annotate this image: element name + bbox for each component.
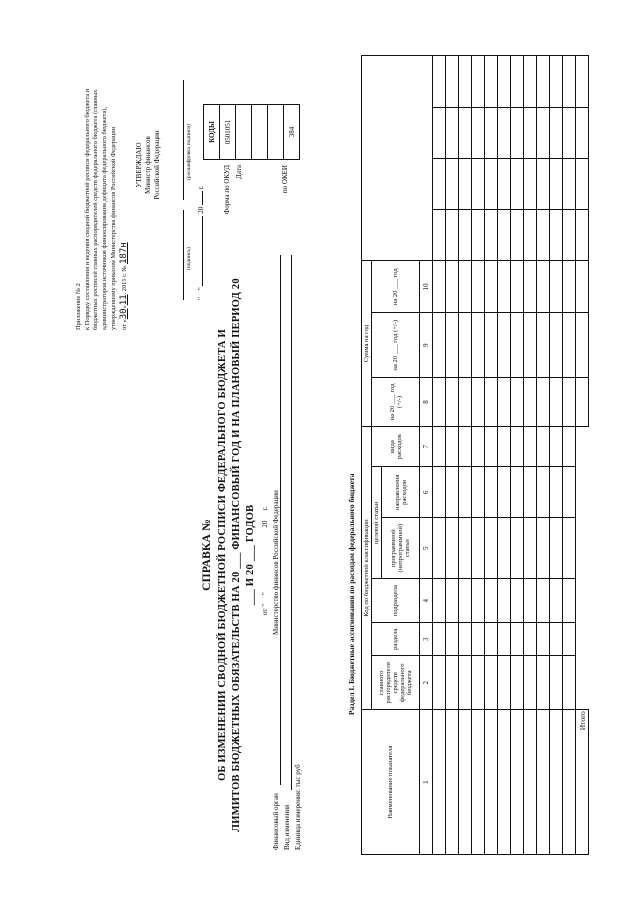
table-cell xyxy=(459,579,472,623)
change-type-label: Вид изменения xyxy=(283,804,291,850)
table-row xyxy=(537,56,550,855)
col-name-header: Наименование показателя xyxy=(362,710,420,855)
appendix-day: 30 xyxy=(119,308,130,320)
table-cell xyxy=(524,108,537,159)
code-empty xyxy=(268,105,284,160)
reference-date: от " " 20 г. xyxy=(261,506,269,615)
table-cell xyxy=(459,378,472,427)
codes-header: КОДЫ xyxy=(204,105,220,160)
table-cell xyxy=(498,378,511,427)
table-cell xyxy=(459,313,472,378)
table-cell xyxy=(550,656,563,710)
table-cell xyxy=(537,56,550,108)
table-cell xyxy=(524,56,537,108)
codes-table xyxy=(203,104,300,160)
code-date xyxy=(236,105,252,160)
table-cell xyxy=(550,159,563,210)
table-cell xyxy=(537,313,550,378)
table-cell xyxy=(459,261,472,313)
appendix-line: бюджетных росписей главных распорядителей средств федерального бюджета (главных xyxy=(92,89,100,330)
col-program-header: программной (непрограммной) статьи xyxy=(382,518,420,579)
table-cell xyxy=(433,467,446,518)
fin-organ-line xyxy=(280,255,281,785)
table-cell xyxy=(550,210,563,261)
itogo-label: Итого xyxy=(576,710,589,855)
table-cell xyxy=(524,623,537,656)
table-cell xyxy=(537,261,550,313)
table-cell xyxy=(472,313,485,378)
table-cell xyxy=(446,656,459,710)
col-num: 3 xyxy=(420,623,433,656)
table-cell xyxy=(524,656,537,710)
table-cell xyxy=(511,378,524,427)
table-cell xyxy=(446,210,459,261)
table-cell xyxy=(498,426,511,467)
table-cell xyxy=(511,518,524,579)
change-type-line xyxy=(291,255,292,790)
decode-line xyxy=(183,80,184,200)
table-cell xyxy=(537,108,550,159)
table-cell xyxy=(524,313,537,378)
appendix-line: к Порядку составления и ведения сводной бюджетной росписи федерального бюджета и xyxy=(83,88,91,330)
okud-label: Форма по ОКУД xyxy=(223,165,231,215)
table-cell xyxy=(511,108,524,159)
table-cell xyxy=(485,210,498,261)
table-cell xyxy=(537,467,550,518)
table-cell xyxy=(537,518,550,579)
table-cell xyxy=(537,210,550,261)
col-num: 1 xyxy=(420,710,433,855)
table-cell xyxy=(550,518,563,579)
approval-date: " " 20 г. xyxy=(197,185,205,300)
table-cell xyxy=(550,313,563,378)
unit-label: Единица измерения: тыс руб xyxy=(294,764,302,850)
title-line: ОБ ИЗМЕНЕНИИ СВОДНОЙ БЮДЖЕТНОЙ РОСПИСИ ФЕДЕРАЛЬНОГО БЮДЖЕТА И xyxy=(216,329,228,781)
col-y3-header: на 20 ___ год xyxy=(372,261,420,313)
table-cell xyxy=(472,579,485,623)
table-cell xyxy=(459,710,472,855)
col-num: 4 xyxy=(420,579,433,623)
table-cell xyxy=(485,261,498,313)
table-cell xyxy=(498,579,511,623)
table-cell xyxy=(563,467,576,518)
table-cell xyxy=(459,56,472,108)
table-cell xyxy=(485,467,498,518)
table-cell xyxy=(537,159,550,210)
table-cell xyxy=(485,378,498,427)
empty-block xyxy=(362,56,433,261)
table-cell xyxy=(433,210,446,261)
table-cell xyxy=(498,210,511,261)
table-cell xyxy=(485,159,498,210)
table-cell xyxy=(524,261,537,313)
table-cell xyxy=(446,378,459,427)
target-group-header: целевой статьи xyxy=(372,467,382,579)
table-cell xyxy=(472,710,485,855)
table-row xyxy=(433,56,446,855)
table-cell xyxy=(550,261,563,313)
document-title xyxy=(200,275,258,835)
table-cell xyxy=(472,159,485,210)
table-row xyxy=(485,56,498,855)
decode-label: (расшифровка подписи) xyxy=(186,123,192,180)
table-row xyxy=(511,56,524,855)
col-num: 10 xyxy=(420,261,433,313)
table-cell xyxy=(446,518,459,579)
table-cell xyxy=(446,159,459,210)
table-cell xyxy=(511,656,524,710)
appendix-date-prefix: от « xyxy=(121,319,129,330)
table-cell xyxy=(485,108,498,159)
col-vid-header: вида расходов xyxy=(372,426,420,467)
table-cell xyxy=(537,710,550,855)
table-cell xyxy=(550,378,563,427)
table-cell xyxy=(446,710,459,855)
table-cell xyxy=(498,159,511,210)
col-num: 2 xyxy=(420,656,433,710)
table-cell xyxy=(498,261,511,313)
table-cell xyxy=(472,108,485,159)
table-cell xyxy=(524,710,537,855)
col-gr-header: главного распорядителя средств федерального бюджета xyxy=(372,656,420,710)
table-cell xyxy=(498,623,511,656)
table-row xyxy=(563,56,576,855)
table-cell xyxy=(511,623,524,656)
title-line: ЛИМИТОВ БЮДЖЕТНЫХ ОБЯЗАТЕЛЬСТВ НА 20 ___ ФИНАНСОВЫЙ ГОД И НА ПЛАНОВЫЙ ПЕРИОД 20 ___ И 20 ___ ГОДОВ xyxy=(230,278,256,832)
approval-title: УТВЕРЖДАЮ xyxy=(135,142,143,188)
table-cell xyxy=(472,210,485,261)
table-cell xyxy=(550,579,563,623)
table-cell xyxy=(485,426,498,467)
table-cell xyxy=(472,623,485,656)
table-row xyxy=(472,56,485,855)
table-cell xyxy=(511,56,524,108)
appendix-order-line: от «30»11. 2015 г. № 187н xyxy=(119,242,130,330)
table-cell xyxy=(550,426,563,467)
table-row xyxy=(446,56,459,855)
table-cell xyxy=(537,656,550,710)
table-cell xyxy=(498,518,511,579)
itogo-cell xyxy=(576,378,589,427)
table-cell xyxy=(472,378,485,427)
table-cell xyxy=(537,623,550,656)
appendix-block xyxy=(75,60,130,330)
table-cell xyxy=(563,108,576,159)
table-cell xyxy=(459,210,472,261)
document-sheet xyxy=(65,55,585,855)
itogo-cell xyxy=(576,159,589,210)
table-cell xyxy=(511,426,524,467)
okei-label: по ОКЕИ xyxy=(281,165,289,194)
table-cell xyxy=(433,426,446,467)
approval-line: Российской Федерации xyxy=(153,130,162,200)
table-cell xyxy=(459,623,472,656)
table-cell xyxy=(563,623,576,656)
table-cell xyxy=(485,710,498,855)
table-row xyxy=(550,56,563,855)
table-cell xyxy=(485,313,498,378)
table-cell xyxy=(472,467,485,518)
table-cell xyxy=(563,518,576,579)
itogo-empty xyxy=(576,426,589,710)
table-cell xyxy=(550,623,563,656)
table-cell xyxy=(524,467,537,518)
table-cell xyxy=(459,159,472,210)
table-cell xyxy=(563,579,576,623)
table-cell xyxy=(524,210,537,261)
table-cell xyxy=(446,579,459,623)
date-label: Дата xyxy=(235,165,243,179)
table-cell xyxy=(485,579,498,623)
itogo-cell xyxy=(576,56,589,108)
table-row xyxy=(498,56,511,855)
table-cell xyxy=(563,159,576,210)
table-cell xyxy=(563,56,576,108)
fin-organ-label: Финансовый орган xyxy=(272,793,280,850)
table-cell xyxy=(563,710,576,855)
itogo-cell xyxy=(576,108,589,159)
table-cell xyxy=(524,426,537,467)
code-empty xyxy=(252,105,268,160)
col-podrazdel-header: подраздела xyxy=(372,579,420,623)
table-cell xyxy=(498,108,511,159)
table-cell xyxy=(433,518,446,579)
fin-organ-value: Министерство финансов Российской Федерации xyxy=(272,490,280,635)
table-cell xyxy=(511,579,524,623)
table-cell xyxy=(498,313,511,378)
table-cell xyxy=(459,656,472,710)
table-cell xyxy=(433,261,446,313)
title-line: СПРАВКА № xyxy=(201,519,213,591)
table-cell xyxy=(472,656,485,710)
table-cell xyxy=(563,426,576,467)
table-cell xyxy=(485,56,498,108)
table-cell xyxy=(511,467,524,518)
approval-block xyxy=(135,65,162,265)
table-cell xyxy=(433,579,446,623)
table-cell xyxy=(446,108,459,159)
table-cell xyxy=(563,261,576,313)
appendix-line: утвержденному приказом Министерства финансов Российской Федерации xyxy=(109,126,117,330)
itogo-cell xyxy=(576,261,589,313)
table-cell xyxy=(446,261,459,313)
table-cell xyxy=(433,656,446,710)
col-num: 9 xyxy=(420,313,433,378)
appendix-month: 11 xyxy=(119,294,130,306)
appendix-line: Приложение № 2 xyxy=(75,283,82,330)
table-row xyxy=(524,56,537,855)
approval-line: Министр финансов xyxy=(144,136,153,194)
code-group-header: Код по бюджетной классификации xyxy=(362,426,372,710)
signature-label: (подпись) xyxy=(186,247,192,270)
budget-table xyxy=(361,55,589,855)
signature-line xyxy=(183,210,184,300)
table-cell xyxy=(511,159,524,210)
table-cell xyxy=(459,108,472,159)
appendix-line: администраторов источников финансирования дефицита федерального бюджета), xyxy=(100,106,108,330)
table-cell xyxy=(524,378,537,427)
table-cell xyxy=(446,313,459,378)
code-okei: 384 xyxy=(284,105,300,160)
table-cell xyxy=(498,656,511,710)
table-cell xyxy=(472,518,485,579)
table-cell xyxy=(446,623,459,656)
appendix-number: 187н xyxy=(119,242,130,265)
table-cell xyxy=(446,467,459,518)
table-cell xyxy=(563,656,576,710)
table-cell xyxy=(472,426,485,467)
appendix-middle: 2015 г. № xyxy=(121,265,129,292)
table-cell xyxy=(550,467,563,518)
table-cell xyxy=(485,623,498,656)
table-cell xyxy=(433,159,446,210)
col-y1-header: на 20 ___ год (+/-) xyxy=(372,378,420,427)
table-cell xyxy=(498,710,511,855)
table-cell xyxy=(550,108,563,159)
table-cell xyxy=(472,261,485,313)
table-cell xyxy=(433,710,446,855)
table-cell xyxy=(550,56,563,108)
table-cell xyxy=(498,467,511,518)
table-cell xyxy=(459,467,472,518)
table-cell xyxy=(433,313,446,378)
table-cell xyxy=(472,56,485,108)
section-title: Раздел I. Бюджетные ассигнования по расходам федерального бюджета xyxy=(347,473,356,715)
table-cell xyxy=(537,426,550,467)
table-cell xyxy=(485,656,498,710)
col-y2-header: на 20 ___ год (+/-) xyxy=(372,313,420,378)
sum-group-header: Сумма на год xyxy=(362,261,372,426)
table-cell xyxy=(524,518,537,579)
code-okud: 0501051 xyxy=(220,105,236,160)
table-cell xyxy=(485,518,498,579)
table-cell xyxy=(563,378,576,427)
table-cell xyxy=(446,426,459,467)
table-cell xyxy=(459,426,472,467)
table-cell xyxy=(524,579,537,623)
table-cell xyxy=(511,210,524,261)
table-cell xyxy=(498,56,511,108)
col-num: 5 xyxy=(420,518,433,579)
table-row xyxy=(459,56,472,855)
table-cell xyxy=(446,56,459,108)
col-razdel-header: раздела xyxy=(372,623,420,656)
table-cell xyxy=(459,518,472,579)
col-direction-header: направления расходов xyxy=(382,467,420,518)
table-cell xyxy=(537,579,550,623)
table-cell xyxy=(563,210,576,261)
itogo-cell xyxy=(576,313,589,378)
col-num: 8 xyxy=(420,378,433,427)
table-cell xyxy=(563,313,576,378)
table-cell xyxy=(433,56,446,108)
table-cell xyxy=(524,159,537,210)
table-cell xyxy=(537,378,550,427)
table-cell xyxy=(433,623,446,656)
table-cell xyxy=(511,313,524,378)
table-cell xyxy=(550,710,563,855)
col-num: 6 xyxy=(420,467,433,518)
table-cell xyxy=(511,261,524,313)
table-cell xyxy=(433,378,446,427)
table-cell xyxy=(511,710,524,855)
col-num: 7 xyxy=(420,426,433,467)
table-cell xyxy=(433,108,446,159)
itogo-cell xyxy=(576,210,589,261)
